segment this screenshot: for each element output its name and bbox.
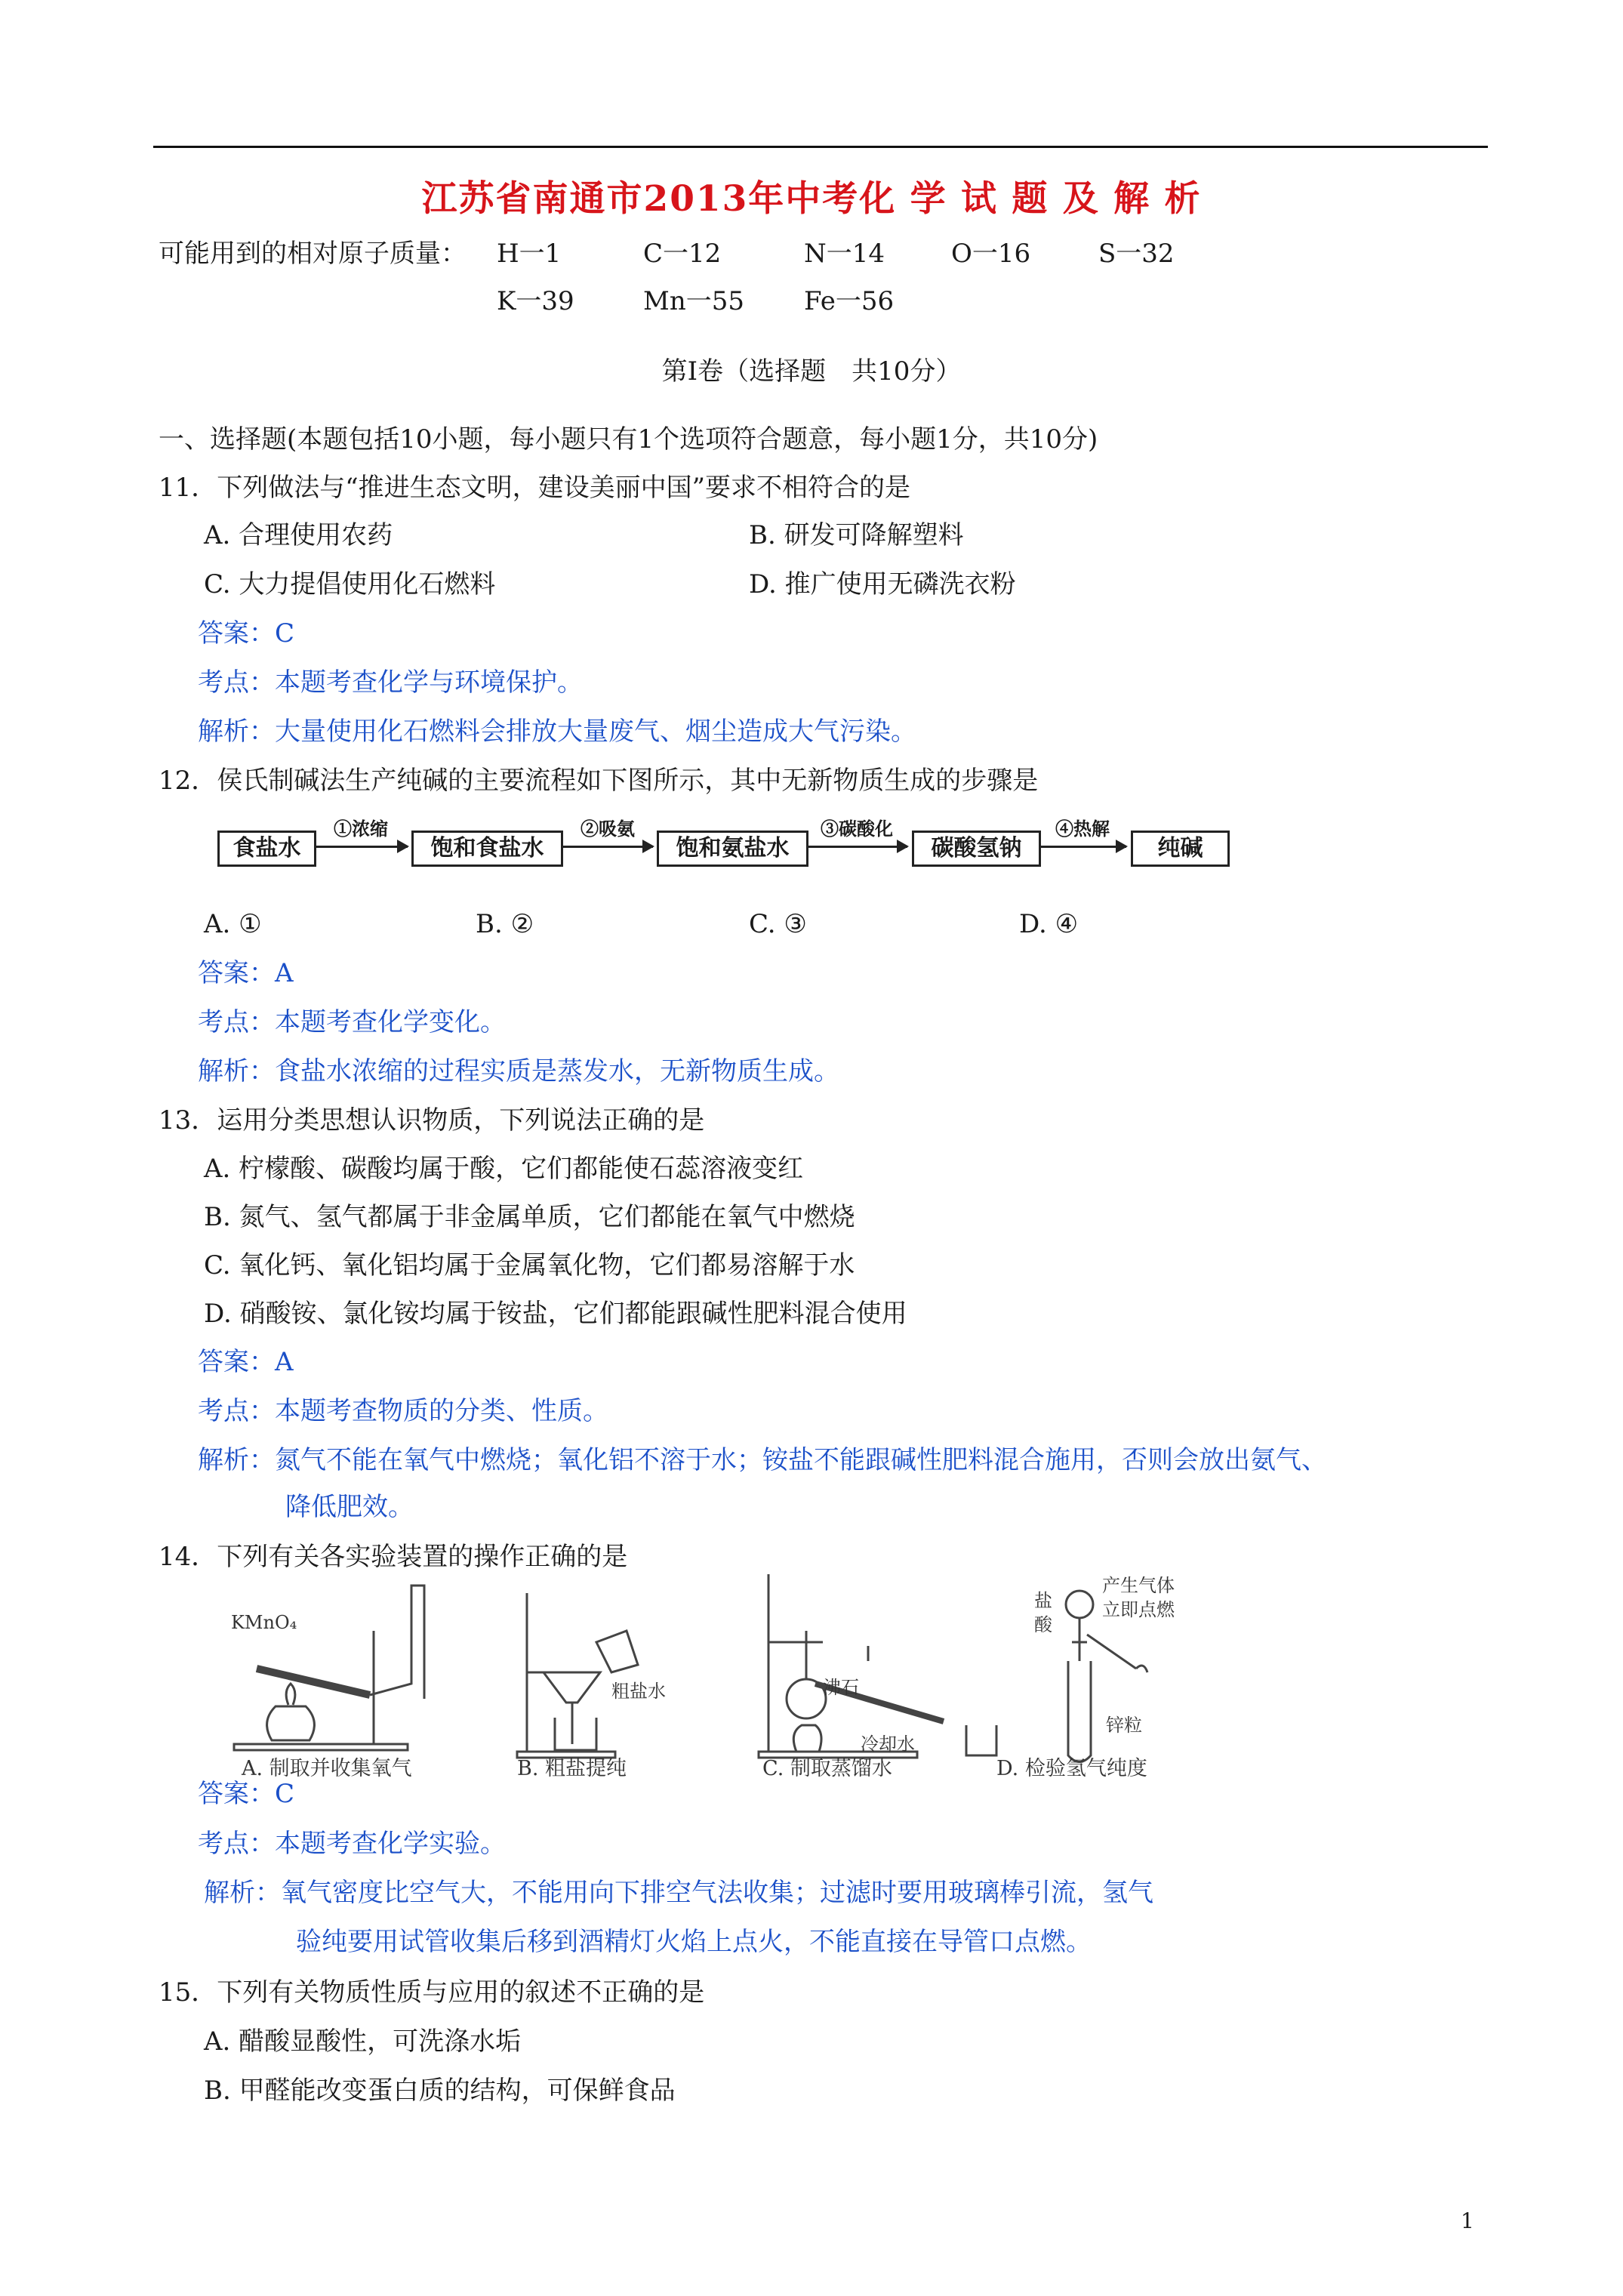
- alcohol-lamp-a: [267, 1706, 315, 1740]
- dropping-funnel-d: [1066, 1591, 1093, 1618]
- atomic-mass-row-2: [159, 283, 1291, 319]
- q13-option-c: C. 氧化钙、氧化铝均属于金属氧化物，它们都易溶解于水: [204, 1250, 855, 1281]
- funnel-b: [544, 1672, 600, 1703]
- flow-arrow-3: [806, 846, 907, 848]
- q11-stem: 11．下列做法与“推进生态文明，建设美丽中国”要求不相符合的是: [159, 473, 911, 503]
- q12-option-d: D. ④: [1019, 909, 1079, 939]
- atomic-mass-s: S一32: [1098, 239, 1175, 269]
- label-brine: 粗盐水: [611, 1681, 666, 1702]
- q14-point: 考点：本题考查化学实验。: [198, 1829, 506, 1859]
- q13-stem: 13．运用分类思想认识物质，下列说法正确的是: [159, 1105, 705, 1136]
- q11-option-b: B. 研发可降解塑料: [749, 520, 964, 550]
- q12-answer: 答案：A: [198, 958, 294, 988]
- q12-analysis: 解析：食盐水浓缩的过程实质是蒸发水，无新物质生成。: [198, 1056, 839, 1086]
- q14-analysis-line-1: 解析：氧气密度比空气大，不能用向下排空气法收集；过滤时要用玻璃棒引流，氢气: [204, 1878, 1153, 1908]
- q12-option-c: C. ③: [749, 909, 807, 939]
- q13-answer: 答案：A: [198, 1347, 294, 1377]
- receiver-c: [966, 1725, 996, 1755]
- label-gas-2: 立即点燃: [1102, 1599, 1175, 1620]
- q11-answer: 答案：C: [198, 618, 295, 649]
- delivery-tube-a: [370, 1586, 424, 1699]
- page-title: 江苏省南通市2013年中考化 学 试 题 及 解 析: [421, 178, 1202, 220]
- q15-option-a: A. 醋酸显酸性，可洗涤水垢: [204, 2026, 522, 2057]
- part-heading: 一、选择题(本题包括10小题，每小题只有1个选项符合题意，每小题1分，共10分): [159, 424, 1098, 455]
- q12-stem: 12．侯氏制碱法生产纯碱的主要流程如下图所示，其中无新物质生成的步骤是: [159, 766, 1039, 796]
- section-heading: 第Ⅰ卷（选择题 共10分）: [661, 356, 962, 387]
- label-cooling-water: 冷却水: [861, 1734, 915, 1755]
- apparatus-drawing: [219, 1570, 1230, 1782]
- test-tube-d: [1068, 1661, 1091, 1762]
- atomic-mass-h: H一1: [497, 239, 562, 269]
- flow-box-brine: 食盐水: [217, 831, 316, 867]
- label-gas-1: 产生气体: [1102, 1575, 1175, 1596]
- atomic-mass-label: 可能用到的相对原子质量：: [159, 239, 467, 269]
- flow-box-saturated-brine: 饱和食盐水: [411, 831, 563, 867]
- flow-step-1: ①浓缩: [334, 818, 388, 840]
- production-flowchart: [217, 814, 1233, 874]
- lamp-c: [793, 1725, 821, 1752]
- flame-d: [1136, 1666, 1147, 1672]
- q14-analysis-line-2: 验纯要用试管收集后移到酒精灯火焰上点火，不能直接在导管口点燃。: [296, 1927, 1092, 1957]
- q11-point: 考点：本题考查化学与环境保护。: [198, 667, 583, 698]
- label-hcl-bottom: 酸: [1034, 1614, 1052, 1635]
- flow-box-soda-ash: 纯碱: [1131, 831, 1230, 867]
- atomic-mass-o: O一16: [951, 239, 1031, 269]
- q15-stem: 15．下列有关物质性质与应用的叙述不正确的是: [159, 1977, 705, 2008]
- page-number: 1: [1461, 2208, 1474, 2233]
- apparatus-figure: [219, 1570, 1230, 1782]
- flow-step-4: ④热解: [1055, 818, 1110, 840]
- label-kmno4: KMnO₄: [231, 1612, 297, 1633]
- flow-arrow-4: [1039, 846, 1126, 848]
- atomic-mass-n: N一14: [804, 239, 885, 269]
- q12-option-a: A. ①: [204, 909, 262, 939]
- caption-a: A. 制取并收集氧气: [242, 1757, 412, 1780]
- atomic-mass-fe: Fe一56: [804, 286, 895, 316]
- stand-base-a: [234, 1744, 408, 1750]
- q11-option-c: C. 大力提倡使用化石燃料: [204, 569, 496, 599]
- flame-a: [286, 1684, 295, 1705]
- atomic-mass-c: C一12: [643, 239, 722, 269]
- q15-option-b: B. 甲醛能改变蛋白质的结构，可保鲜食品: [204, 2076, 676, 2106]
- gas-tube-d: [1087, 1635, 1136, 1669]
- flow-step-3: ③碳酸化: [821, 818, 893, 840]
- q13-option-d: D. 硝酸铵、氯化铵均属于铵盐，它们都能跟碱性肥料混合使用: [204, 1299, 907, 1329]
- q13-point: 考点：本题考查物质的分类、性质。: [198, 1396, 608, 1426]
- label-hcl-top: 盐: [1034, 1590, 1052, 1611]
- atomic-mass-k: K一39: [497, 286, 574, 316]
- q11-analysis: 解析：大量使用化石燃料会排放大量废气、烟尘造成大气污染。: [198, 717, 916, 747]
- q13-option-a: A. 柠檬酸、碳酸均属于酸，它们都能使石蕊溶液变红: [204, 1154, 804, 1184]
- label-boiling-stone: 沸石: [823, 1677, 859, 1698]
- q14-stem: 14．下列有关各实验装置的操作正确的是: [159, 1542, 628, 1572]
- flow-step-2: ②吸氨: [581, 818, 635, 840]
- atomic-mass-mn: Mn一55: [643, 286, 744, 316]
- test-tube-a: [257, 1669, 370, 1695]
- header-rule: [153, 146, 1488, 148]
- q13-analysis-line-1: 解析：氮气不能在氧气中燃烧；氧化铝不溶于水；铵盐不能跟碱性肥料混合施用，否则会放出氨气、: [198, 1445, 1327, 1475]
- pouring-beaker-b: [596, 1631, 638, 1672]
- q12-option-b: B. ②: [476, 909, 534, 939]
- q12-point: 考点：本题考查化学变化。: [198, 1007, 506, 1037]
- flow-box-ammoniated-brine: 饱和氨盐水: [657, 831, 808, 867]
- caption-b: B. 粗盐提纯: [517, 1757, 627, 1780]
- label-zinc: 锌粒: [1106, 1715, 1142, 1736]
- beaker-b: [555, 1718, 596, 1750]
- flow-box-sodium-bicarbonate: 碳酸氢钠: [912, 831, 1041, 867]
- q14-answer: 答案：C: [198, 1779, 295, 1809]
- flow-arrow-2: [561, 846, 653, 848]
- q13-analysis-line-2: 降低肥效。: [285, 1492, 414, 1522]
- q11-option-d: D. 推广使用无磷洗衣粉: [749, 569, 1016, 599]
- caption-d: D. 检验氢气纯度: [996, 1757, 1147, 1780]
- q13-option-b: B. 氮气、氢气都属于非金属单质，它们都能在氧气中燃烧: [204, 1202, 855, 1232]
- atomic-mass-row-1: [159, 236, 1291, 272]
- caption-c: C. 制取蒸馏水: [762, 1757, 892, 1780]
- q11-option-a: A. 合理使用农药: [204, 520, 393, 550]
- flow-arrow-1: [314, 846, 408, 848]
